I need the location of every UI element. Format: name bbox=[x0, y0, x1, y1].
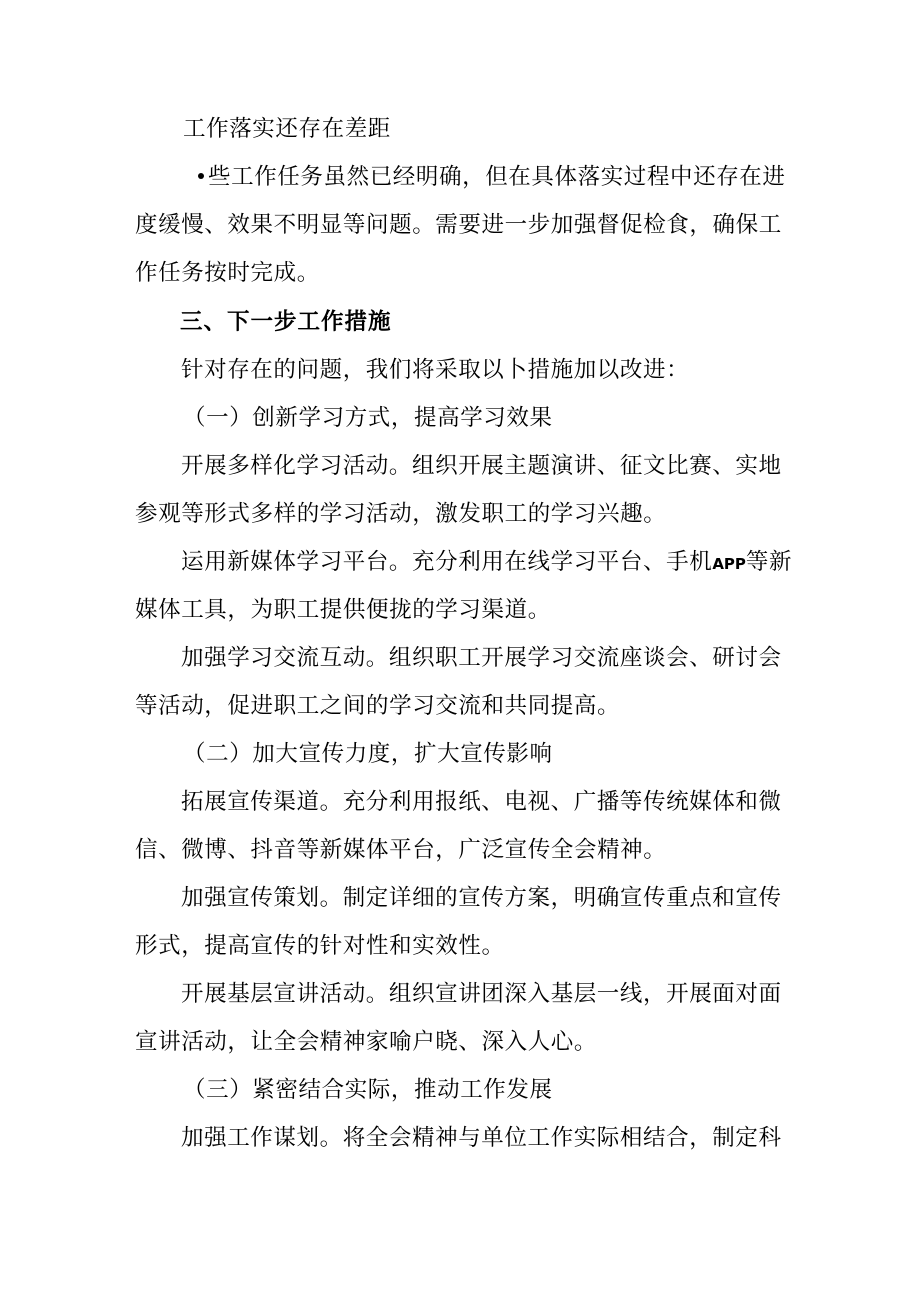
paragraph-line bbox=[181, 547, 792, 579]
app-abbreviation: APP bbox=[712, 555, 746, 573]
bullet-icon bbox=[198, 173, 204, 179]
subsection-heading: （二）加大宣传力度，扩大宣传影响 bbox=[183, 741, 553, 767]
paragraph-line: 参观等形式多样的学习活动，激发职工的学习兴趣。 bbox=[135, 501, 667, 527]
paragraph-line: 针对存在的问题，我们将采取以卜措施加以改进： bbox=[181, 357, 690, 383]
paragraph-line: 信、微博、抖音等新媒体平台，广泛宣传全会精神。 bbox=[135, 837, 667, 863]
paragraph-line: 工作落实还存在差距 bbox=[183, 116, 391, 142]
paragraph-line: 等活动，促进职工之间的学习交流和共同提高。 bbox=[135, 693, 621, 719]
paragraph-text: 些工作任务虽然已经明确，但在具体落实过程中还存在进 bbox=[208, 164, 786, 190]
paragraph-line: 形式，提高宣传的针对性和实效性。 bbox=[135, 933, 505, 959]
subsection-heading: （三）紧密结合实际，推动工作发展 bbox=[183, 1077, 553, 1103]
paragraph-line: 开展基层宣讲活动。组织宣讲团深入基层一线，开展面对面 bbox=[181, 981, 782, 1007]
paragraph-line: 作任务按时完成。 bbox=[135, 260, 320, 286]
section-heading: 三、下一步工作措施 bbox=[180, 309, 392, 335]
paragraph-line: 加强学习交流互动。组织职工开展学习交流座谈会、研讨会 bbox=[181, 645, 782, 671]
paragraph-line: 加强工作谋划。将全会精神与单位工作实际相结合，制定科 bbox=[181, 1125, 782, 1151]
paragraph-text: 等新 bbox=[745, 549, 793, 575]
paragraph-line: 宣讲活动，让全会精神家喻户晓、深入人心。 bbox=[135, 1029, 598, 1055]
subsection-heading: （一）创新学习方式，提高学习效果 bbox=[183, 405, 553, 431]
paragraph-line: 拓展宣传渠道。充分利用报纸、电视、广播等传统媒体和微 bbox=[181, 789, 782, 815]
paragraph-line: 加强宣传策划。制定详细的宣传方案，明确宣传重点和宣传 bbox=[181, 885, 782, 911]
paragraph-line: 媒体工具，为职工提供便拢的学习渠道。 bbox=[135, 597, 551, 623]
paragraph-line bbox=[198, 162, 786, 192]
paragraph-line: 开展多样化学习活动。组织开展主题演讲、征文比赛、实地 bbox=[181, 453, 782, 479]
paragraph-text: 运用新媒体学习平台。充分利用在线学习平台、手机 bbox=[181, 549, 713, 575]
paragraph-line: 度缓慢、效果不明显等问题。需要进一步加强督促检食，确保工 bbox=[135, 212, 782, 238]
